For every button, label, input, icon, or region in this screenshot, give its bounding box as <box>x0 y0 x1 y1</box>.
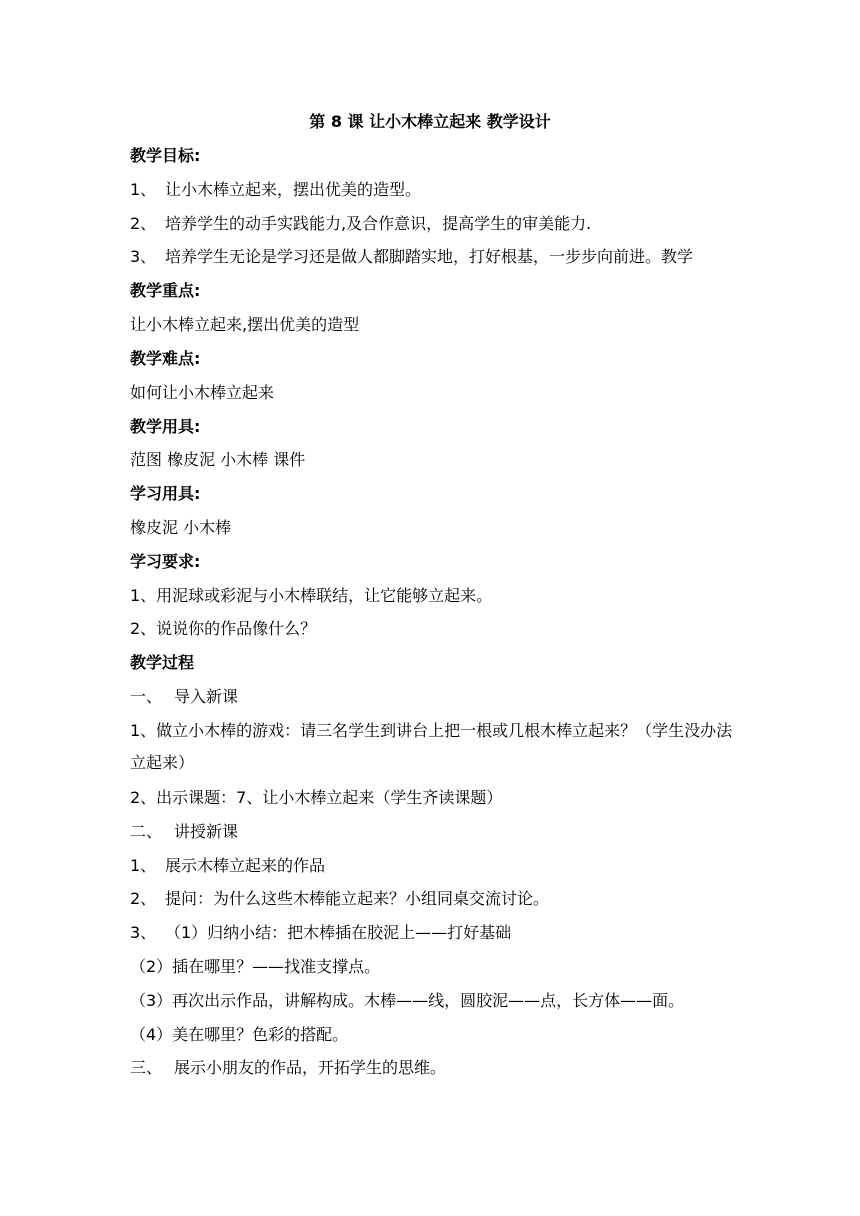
section-number: 三、 <box>130 1058 163 1077</box>
objective-text: 培养学生的动手实践能力,及合作意识，提高学生的审美能力. <box>165 214 592 233</box>
teaching-tools-heading: 教学用具: <box>130 417 201 436</box>
section-title: 展示小朋友的作品，开拓学生的思维。 <box>174 1058 447 1077</box>
objective-item <box>130 247 740 267</box>
section-item <box>130 889 740 909</box>
key-point-text: 让小木棒立起来,摆出优美的造型 <box>130 315 360 334</box>
requirement-item: 1、用泥球或彩泥与小木棒联结，让它能够立起来。 <box>130 586 493 605</box>
item-text: 展示木棒立起来的作品 <box>165 856 326 875</box>
section-item <box>130 856 740 876</box>
section-heading <box>130 822 740 842</box>
learning-tools-text: 橡皮泥 小木棒 <box>130 518 232 537</box>
section-heading <box>130 687 740 707</box>
objectives-heading: 教学目标: <box>130 146 201 165</box>
section-number: 二、 <box>130 822 163 841</box>
objective-text: 让小木棒立起来，摆出优美的造型。 <box>165 180 422 199</box>
objective-item <box>130 180 740 200</box>
section-title: 讲授新课 <box>174 822 239 841</box>
sub-item: （4）美在哪里？色彩的搭配。 <box>130 1025 349 1044</box>
process-heading: 教学过程 <box>130 653 195 672</box>
objective-text: 培养学生无论是学习还是做人都脚踏实地，打好根基，一步步向前进。教学 <box>165 247 694 266</box>
learning-tools-heading: 学习用具: <box>130 484 201 503</box>
item-number: 1、 <box>130 856 157 875</box>
item-text: （1）归纳小结：把木棒插在胶泥上——打好基础 <box>165 923 512 942</box>
item-number: 2、 <box>130 889 157 908</box>
objective-number: 1、 <box>130 180 157 199</box>
document-title: 第 8 课 让小木棒立起来 教学设计 <box>309 112 551 131</box>
item-text: 提问：为什么这些木棒能立起来？小组同桌交流讨论。 <box>165 889 550 908</box>
objective-number: 3、 <box>130 247 157 266</box>
section-item: 1、做立小木棒的游戏：请三名学生到讲台上把一根或几根木棒立起来？（学生没办法立起来） <box>130 721 733 772</box>
section-number: 一、 <box>130 687 163 706</box>
sub-item: （2）插在哪里？——找准支撑点。 <box>130 957 381 976</box>
difficulty-heading: 教学难点: <box>130 349 201 368</box>
key-point-heading: 教学重点: <box>130 281 201 300</box>
teaching-tools-text: 范图 橡皮泥 小木棒 课件 <box>130 450 306 469</box>
item-number: 3、 <box>130 923 157 942</box>
section-item: 2、出示课题：7、让小木棒立起来（学生齐读课题） <box>130 788 503 807</box>
requirement-item: 2、说说你的作品像什么？ <box>130 619 317 638</box>
difficulty-text: 如何让小木棒立起来 <box>130 383 275 402</box>
section-item <box>130 923 740 943</box>
section-heading <box>130 1058 740 1078</box>
section-title: 导入新课 <box>174 687 239 706</box>
sub-item: （3）再次出示作品，讲解构成。木棒——线，圆胶泥——点，长方体——面。 <box>130 991 685 1010</box>
requirements-heading: 学习要求: <box>130 552 201 571</box>
objective-number: 2、 <box>130 214 157 233</box>
objective-item <box>130 214 740 234</box>
